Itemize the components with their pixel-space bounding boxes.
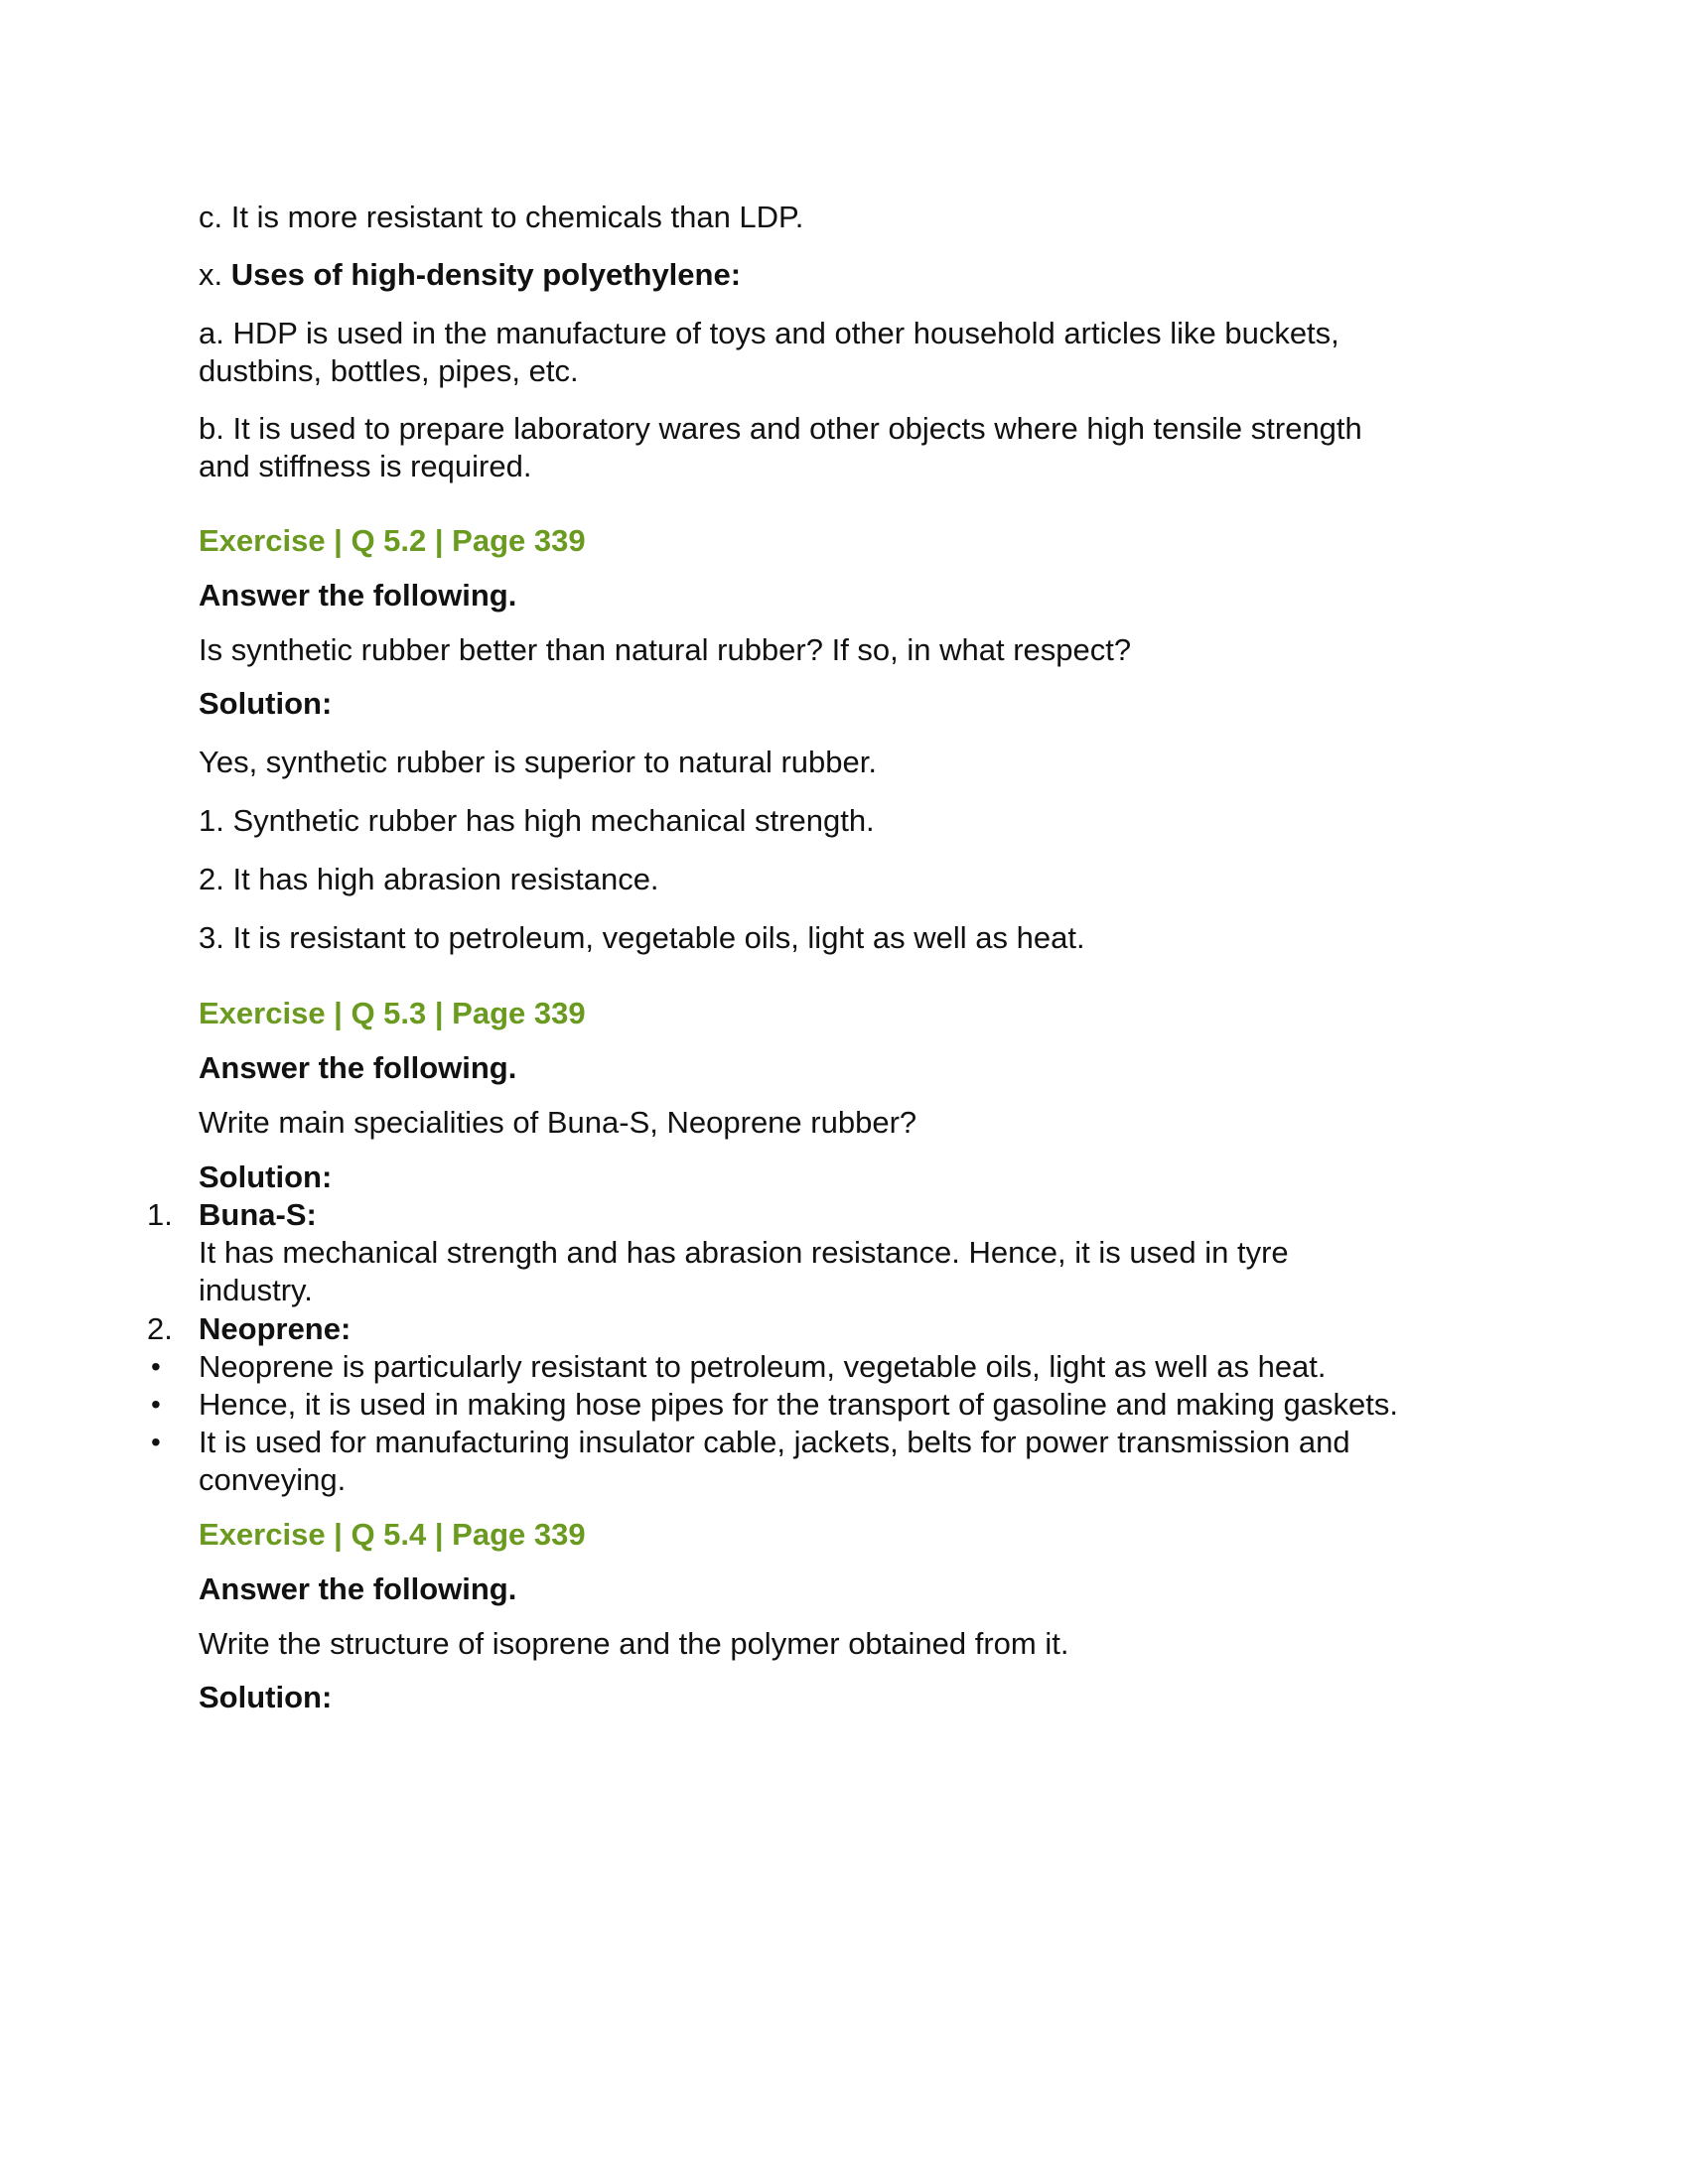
text-line: c. It is more resistant to chemicals than LDP. [199, 200, 804, 234]
list-item-title: Neoprene: [199, 1311, 352, 1346]
text-line: b. It is used to prepare laboratory wares and other objects where high tensile strength [199, 411, 1362, 446]
answer-text: Yes, synthetic rubber is superior to natural rubber. [199, 745, 877, 779]
answer-point: 2. It has high abrasion resistance. [199, 862, 659, 896]
list-item-title: Buna-S: [199, 1197, 317, 1232]
question-prompt: Answer the following. [199, 1050, 517, 1085]
list-number: 1. [147, 1197, 173, 1232]
text-line: dustbins, bottles, pipes, etc. [199, 353, 579, 388]
solution-label: Solution: [199, 1160, 333, 1194]
bullet-item: Neoprene is particularly resistant to petroleum, vegetable oils, light as well as heat. [199, 1349, 1327, 1384]
answer-point: 3. It is resistant to petroleum, vegetable oils, light as well as heat. [199, 920, 1085, 955]
question-prompt: Answer the following. [199, 1571, 517, 1606]
roman-marker: x. [199, 257, 231, 292]
solution-label: Solution: [199, 1680, 333, 1714]
bullet-item-continued: conveying. [199, 1462, 347, 1497]
question-text: Is synthetic rubber better than natural rubber? If so, in what respect? [199, 632, 1132, 667]
bullet-icon: • [151, 1351, 161, 1382]
list-item-text: industry. [199, 1273, 313, 1307]
exercise-heading-q52[interactable]: Exercise | Q 5.2 | Page 339 [199, 523, 586, 558]
list-item-text: It has mechanical strength and has abrasion resistance. Hence, it is used in tyre [199, 1235, 1289, 1270]
list-number: 2. [147, 1311, 173, 1346]
exercise-heading-q54[interactable]: Exercise | Q 5.4 | Page 339 [199, 1517, 586, 1552]
uses-heading-line [199, 256, 741, 294]
text-line: a. HDP is used in the manufacture of toys and other household articles like buckets, [199, 316, 1339, 350]
bullet-icon: • [151, 1427, 161, 1457]
exercise-heading-q53[interactable]: Exercise | Q 5.3 | Page 339 [199, 996, 586, 1030]
question-text: Write main specialities of Buna-S, Neoprene rubber? [199, 1105, 917, 1140]
bullet-item: Hence, it is used in making hose pipes for the transport of gasoline and making gaskets. [199, 1387, 1398, 1422]
answer-point: 1. Synthetic rubber has high mechanical strength. [199, 803, 875, 838]
question-text: Write the structure of isoprene and the polymer obtained from it. [199, 1626, 1069, 1661]
question-prompt: Answer the following. [199, 578, 517, 613]
bullet-item: It is used for manufacturing insulator cable, jackets, belts for power transmission and [199, 1425, 1350, 1459]
bullet-icon: • [151, 1389, 161, 1420]
solution-label: Solution: [199, 686, 333, 721]
uses-heading: Uses of high-density polyethylene: [230, 257, 742, 292]
text-line: and stiffness is required. [199, 449, 532, 483]
